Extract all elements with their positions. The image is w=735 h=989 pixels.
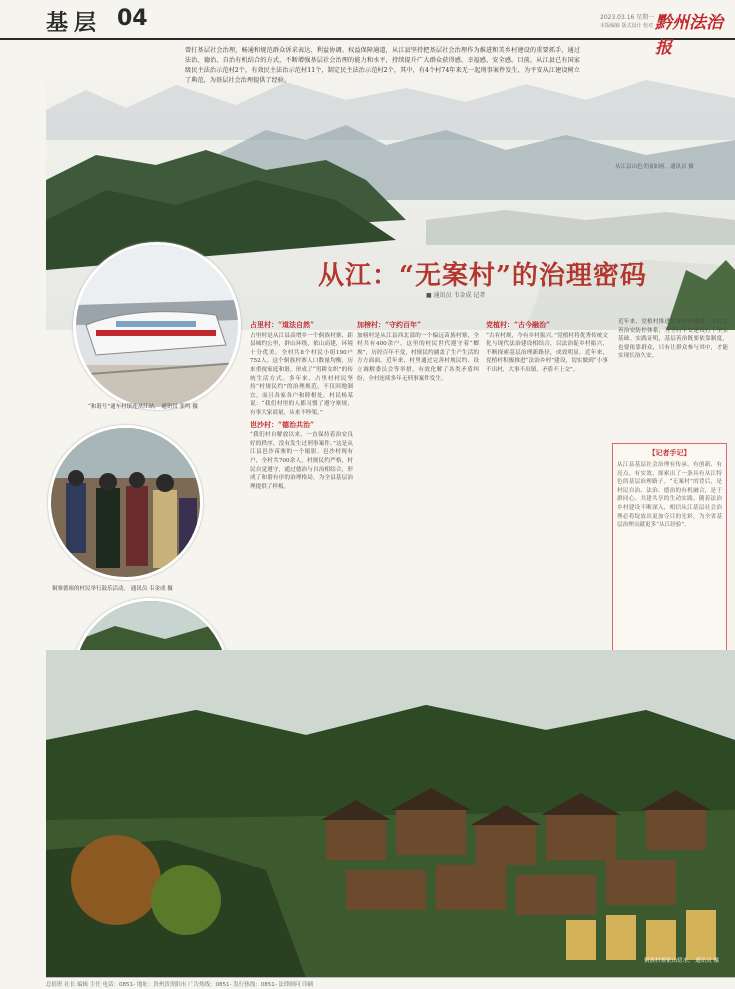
page-footer: 总值班 社长 编辑 主任 电话：0851- 地址：贵州省贵阳市 广告热线：0851- 发行热线：0851- 法律顾问 印刷: [46, 977, 735, 989]
reporter-notes-body: 从江县基层社会治理有传承、有创新、有亮点、有实效，探索出了一条具有从江特色的基层治理路子。“无案村”的背后，是村民自治、法治、德治的有机融合，是干群同心、共建共享的生动实践。随着法治乡村建设不断深入，相信从江基层社会治理必将绽放出更加夺目的光彩，为全省基层治理贡献更多“从江经验”。: [617, 462, 722, 529]
article-byline: ■ 通讯员 韦金成 记者: [426, 292, 486, 299]
reporter-notes-box: [612, 443, 727, 665]
hero-photo-caption: 从江县山色美丽如画。通讯员 摄: [615, 164, 694, 170]
train-photo: [73, 242, 241, 410]
villagers-photo-caption: 侗寨德裕的村民举行鼓乐活动。 通讯员 韦金成 摄: [52, 586, 173, 592]
paragraph-conclusion: 近年来，党植村推进平安乡村建设，全面完善治安防控体系，为全村平安建设打下坚实基础。实践证明，基层善治既要依靠制度，也要依靠群众，只有让群众参与其中，才能实现长治久安。: [618, 319, 728, 360]
paragraph-basha: “我们村自解放以来，一直保持着治安良好的秩序，没有发生过刑事案件。”这是从江县岜沙苗寨的一个缩影。岜沙村现有户，全村共700余人，村规民约严格，村民自觉遵守，通过德治与自治相结合，形成了和谐有序的治理格局，为全县基层治理提供了样板。: [250, 432, 353, 490]
paragraph-dangzhi: “古有村规，今有乡村振兴。”党植村将优秀传统文化与现代法治建设相结合，以法治促乡村振兴，不断探索基层治理新路径，成效明显。近年来，党植村积极推进“法治乡村”建设，切实做到“小事不出村，大事不出镇，矛盾不上交”。: [486, 332, 608, 373]
text-column-2: [357, 318, 479, 383]
train-photo-caption: “和谐号”通车村镇连从江站。 通讯员 张鸣 摄: [88, 404, 198, 410]
newspaper-logo: 黔州法治报: [655, 13, 723, 58]
issue-date: 2023.03.16 星期一: [600, 14, 655, 21]
reporter-notes-title: 【记者手记】: [648, 448, 691, 457]
paragraph-zhanli: 占里村是从江县高增乡一个侗族村寨，距县城约公里，群山环绕，依山而建，环境十分优美。全村共8个村民小组190户752人。这个侗族村寨人口数量均衡，历来重视家庭和谐，形成了“男耕女织”的传统生活方式。多年来，占里村村民坚持“村规民约”的治理规范，不仅因地制宜，而且各家各户和睦相处。村民杨某说：“我们村里的人都习惯了遵守寨规，有事大家商量，从来不吵架。”: [250, 332, 353, 416]
villagers-photo: [48, 425, 203, 580]
intro-paragraph: 曾打基层社会治理，畅通和规范群众诉求表达、利益协调、权益保障通道，从江县坚持把基层社会治理作为推进和美乡村建设的重要抓手，通过法治、德治、自治有机结合的方式，不断增强基层社会治理的能力和水平，持续提升广大群众获得感、幸福感、安全感。目前，从江县已有国家级民主法治示范村2个，有效民主法治示范村11个，制定民主法治示范村2个，其中，有4个村74年来无一起刑事案件发生，为平安从江建设树立了典范，为基层社会治理提供了经验。: [185, 47, 580, 84]
editor-credits: 本版编辑 版式设计 校对: [600, 23, 654, 29]
page-number: 04: [117, 6, 148, 31]
subheading-dangzhi: 党植村：“古今融治”: [486, 320, 551, 329]
village-panorama-photo: [46, 650, 735, 978]
section-name: 基层: [46, 10, 103, 36]
text-column-4: [618, 318, 728, 361]
subheading-jiabang: 加榜村：“守约百年”: [357, 320, 422, 329]
text-column-3: [486, 318, 608, 375]
village-photo-caption: 侗族村寨依山傍水。 通讯员 摄: [644, 958, 719, 964]
subheading-basha: 岜沙村：“德治共治”: [250, 419, 315, 429]
subheading-zhanli: 占里村：“道法自然”: [250, 320, 315, 329]
article-title: 从江：“无案村”的治理密码: [318, 261, 647, 291]
text-column-1: [250, 318, 353, 491]
paragraph-jiabang: 加榜村是从江县西北部的一个偏远苗族村寨，全村共有400余户，这里的村民世代遵守着“榔规”，历经百年不变，村规民约涵盖了生产生活的方方面面。近年来，村里通过完善村规民约、设立调解委员会等举措，有效化解了各类矛盾纠纷，全村连续多年无刑事案件发生。: [357, 332, 479, 382]
